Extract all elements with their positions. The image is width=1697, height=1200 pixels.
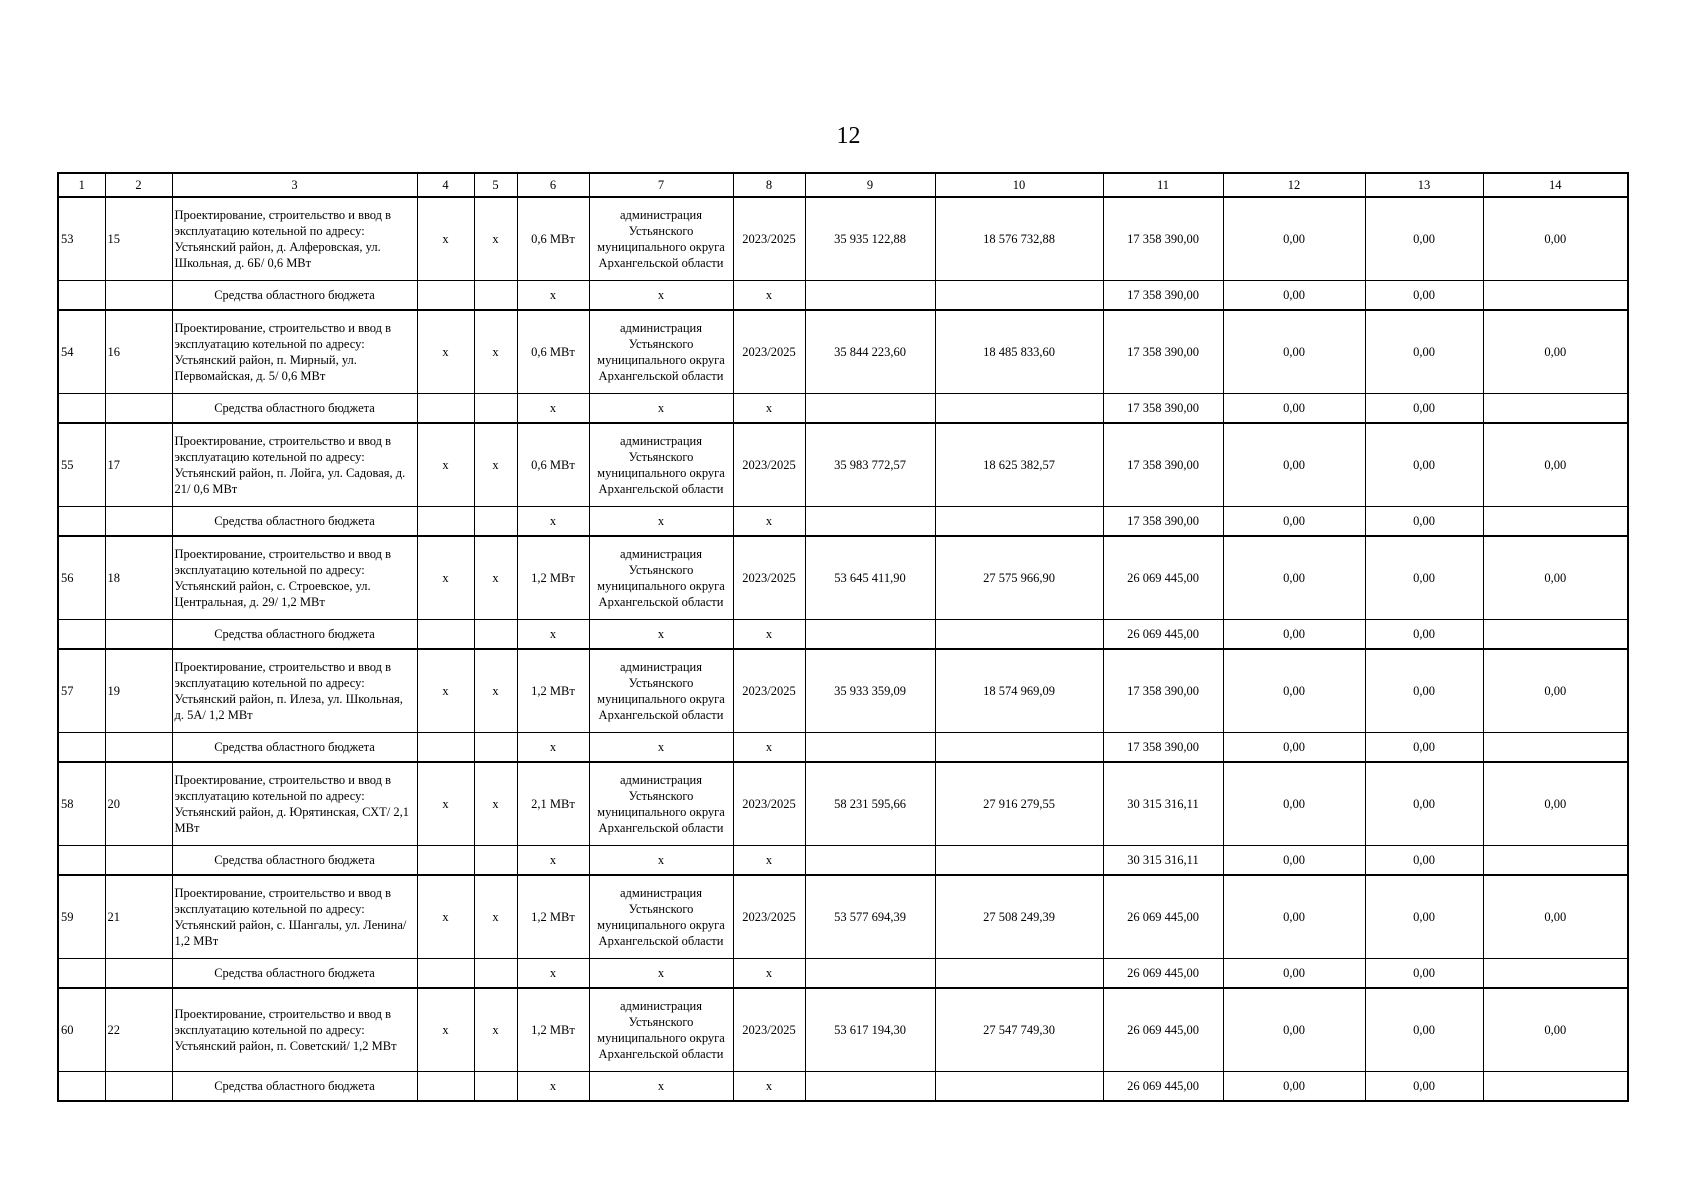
empty-cell xyxy=(417,620,474,650)
empty-cell xyxy=(58,846,105,876)
responsible-organization: администрация Устьянского муниципального округа Архангельской области xyxy=(589,310,733,394)
responsible-organization: администрация Устьянского муниципального округа Архангельской области xyxy=(589,536,733,620)
cell-col7: х xyxy=(589,1072,733,1102)
empty-cell xyxy=(805,281,935,311)
cell-col13: 0,00 xyxy=(1365,197,1483,281)
budget-source-row xyxy=(58,1072,1628,1102)
cell-col5: х xyxy=(474,762,517,846)
cell-col11: 17 358 390,00 xyxy=(1103,423,1223,507)
budget-source-row xyxy=(58,846,1628,876)
cell-col12: 0,00 xyxy=(1223,394,1365,424)
period: 2023/2025 xyxy=(733,875,805,959)
column-header-12: 12 xyxy=(1223,173,1365,197)
cell-col12: 0,00 xyxy=(1223,1072,1365,1102)
empty-cell xyxy=(105,733,172,763)
empty-cell xyxy=(935,394,1103,424)
page-number: 12 xyxy=(836,123,861,149)
row-number: 56 xyxy=(58,536,105,620)
cell-col11: 26 069 445,00 xyxy=(1103,875,1223,959)
cell-col4: х xyxy=(417,988,474,1072)
empty-cell xyxy=(805,507,935,537)
column-header-4: 4 xyxy=(417,173,474,197)
cell-col12: 0,00 xyxy=(1223,733,1365,763)
empty-cell xyxy=(58,620,105,650)
cell-col12: 0,00 xyxy=(1223,988,1365,1072)
cell-col13: 0,00 xyxy=(1365,846,1483,876)
cell-col11: 26 069 445,00 xyxy=(1103,959,1223,989)
cell-col10: 27 575 966,90 xyxy=(935,536,1103,620)
cell-col8: х xyxy=(733,281,805,311)
empty-cell xyxy=(1483,846,1628,876)
column-header-1: 1 xyxy=(58,173,105,197)
project-description: Проектирование, строительство и ввод в эксплуатацию котельной по адресу: Устьянский район, д. Алферовская, ул. Школьная, д. 6Б/ 0,6 МВт xyxy=(172,197,417,281)
capacity: 1,2 МВт xyxy=(517,649,589,733)
project-description: Проектирование, строительство и ввод в эксплуатацию котельной по адресу: Устьянский район, п. Советский/ 1,2 МВт xyxy=(172,988,417,1072)
period: 2023/2025 xyxy=(733,197,805,281)
project-description: Проектирование, строительство и ввод в эксплуатацию котельной по адресу: Устьянский район, п. Лойга, ул. Садовая, д. 21/ 0,6 МВт xyxy=(172,423,417,507)
cell-col12: 0,00 xyxy=(1223,875,1365,959)
cell-col13: 0,00 xyxy=(1365,423,1483,507)
responsible-organization: администрация Устьянского муниципального округа Архангельской области xyxy=(589,197,733,281)
item-number: 15 xyxy=(105,197,172,281)
cell-col13: 0,00 xyxy=(1365,1072,1483,1102)
cell-col12: 0,00 xyxy=(1223,281,1365,311)
empty-cell xyxy=(935,507,1103,537)
cell-col8: х xyxy=(733,507,805,537)
empty-cell xyxy=(417,394,474,424)
total-cost: 53 577 694,39 xyxy=(805,875,935,959)
empty-cell xyxy=(1483,507,1628,537)
empty-cell xyxy=(417,846,474,876)
responsible-organization: администрация Устьянского муниципального округа Архангельской области xyxy=(589,423,733,507)
cell-col14: 0,00 xyxy=(1483,762,1628,846)
cell-col5: х xyxy=(474,875,517,959)
cell-col11: 30 315 316,11 xyxy=(1103,762,1223,846)
empty-cell xyxy=(474,1072,517,1102)
cell-col10: 18 625 382,57 xyxy=(935,423,1103,507)
cell-col11: 17 358 390,00 xyxy=(1103,649,1223,733)
cell-col10: 18 574 969,09 xyxy=(935,649,1103,733)
row-number: 58 xyxy=(58,762,105,846)
item-number: 19 xyxy=(105,649,172,733)
table-row xyxy=(58,423,1628,507)
cell-col11: 17 358 390,00 xyxy=(1103,197,1223,281)
cell-col14: 0,00 xyxy=(1483,536,1628,620)
empty-cell xyxy=(474,846,517,876)
empty-cell xyxy=(417,507,474,537)
cell-col12: 0,00 xyxy=(1223,507,1365,537)
period: 2023/2025 xyxy=(733,649,805,733)
cell-col6: х xyxy=(517,507,589,537)
project-description: Проектирование, строительство и ввод в эксплуатацию котельной по адресу: Устьянский район, п. Илеза, ул. Школьная, д. 5А/ 1,2 МВт xyxy=(172,649,417,733)
capacity: 0,6 МВт xyxy=(517,197,589,281)
budget-source-row xyxy=(58,281,1628,311)
cell-col10: 27 547 749,30 xyxy=(935,988,1103,1072)
cell-col11: 26 069 445,00 xyxy=(1103,536,1223,620)
row-number: 59 xyxy=(58,875,105,959)
empty-cell xyxy=(105,959,172,989)
cell-col5: х xyxy=(474,988,517,1072)
budget-source-label: Средства областного бюджета xyxy=(172,1072,417,1102)
cell-col4: х xyxy=(417,197,474,281)
responsible-organization: администрация Устьянского муниципального округа Архангельской области xyxy=(589,875,733,959)
cell-col4: х xyxy=(417,536,474,620)
cell-col12: 0,00 xyxy=(1223,536,1365,620)
cell-col12: 0,00 xyxy=(1223,423,1365,507)
empty-cell xyxy=(105,620,172,650)
cell-col13: 0,00 xyxy=(1365,394,1483,424)
empty-cell xyxy=(935,281,1103,311)
cell-col8: х xyxy=(733,959,805,989)
cell-col7: х xyxy=(589,959,733,989)
cell-col8: х xyxy=(733,846,805,876)
capacity: 0,6 МВт xyxy=(517,310,589,394)
empty-cell xyxy=(58,1072,105,1102)
empty-cell xyxy=(805,959,935,989)
cell-col13: 0,00 xyxy=(1365,310,1483,394)
cell-col6: х xyxy=(517,846,589,876)
cell-col4: х xyxy=(417,649,474,733)
empty-cell xyxy=(474,394,517,424)
cell-col11: 17 358 390,00 xyxy=(1103,733,1223,763)
table-row xyxy=(58,762,1628,846)
capacity: 1,2 МВт xyxy=(517,988,589,1072)
empty-cell xyxy=(105,394,172,424)
cell-col13: 0,00 xyxy=(1365,507,1483,537)
column-header-7: 7 xyxy=(589,173,733,197)
empty-cell xyxy=(1483,281,1628,311)
table-row xyxy=(58,875,1628,959)
budget-source-row xyxy=(58,507,1628,537)
column-header-14: 14 xyxy=(1483,173,1628,197)
period: 2023/2025 xyxy=(733,310,805,394)
cell-col13: 0,00 xyxy=(1365,959,1483,989)
total-cost: 53 617 194,30 xyxy=(805,988,935,1072)
table-row xyxy=(58,988,1628,1072)
row-number: 60 xyxy=(58,988,105,1072)
empty-cell xyxy=(474,733,517,763)
empty-cell xyxy=(805,1072,935,1102)
cell-col5: х xyxy=(474,649,517,733)
cell-col13: 0,00 xyxy=(1365,733,1483,763)
cell-col14: 0,00 xyxy=(1483,423,1628,507)
column-header-10: 10 xyxy=(935,173,1103,197)
cell-col7: х xyxy=(589,507,733,537)
cell-col10: 27 508 249,39 xyxy=(935,875,1103,959)
cell-col6: х xyxy=(517,281,589,311)
responsible-organization: администрация Устьянского муниципального округа Архангельской области xyxy=(589,649,733,733)
table-row xyxy=(58,310,1628,394)
cell-col7: х xyxy=(589,281,733,311)
empty-cell xyxy=(58,733,105,763)
empty-cell xyxy=(1483,620,1628,650)
empty-cell xyxy=(805,733,935,763)
cell-col12: 0,00 xyxy=(1223,197,1365,281)
project-description: Проектирование, строительство и ввод в эксплуатацию котельной по адресу: Устьянский район, с. Шангалы, ул. Ленина/ 1,2 МВт xyxy=(172,875,417,959)
column-header-6: 6 xyxy=(517,173,589,197)
budget-source-label: Средства областного бюджета xyxy=(172,394,417,424)
cell-col6: х xyxy=(517,620,589,650)
cell-col6: х xyxy=(517,394,589,424)
budget-source-row xyxy=(58,733,1628,763)
cell-col7: х xyxy=(589,394,733,424)
empty-cell xyxy=(1483,1072,1628,1102)
project-description: Проектирование, строительство и ввод в эксплуатацию котельной по адресу: Устьянский район, с. Строевское, ул. Центральная, д. 29/ 1,2 МВт xyxy=(172,536,417,620)
period: 2023/2025 xyxy=(733,423,805,507)
cell-col11: 17 358 390,00 xyxy=(1103,281,1223,311)
empty-cell xyxy=(935,846,1103,876)
project-description: Проектирование, строительство и ввод в эксплуатацию котельной по адресу: Устьянский район, п. Мирный, ул. Первомайская, д. 5/ 0,6 МВт xyxy=(172,310,417,394)
cell-col5: х xyxy=(474,197,517,281)
column-header-2: 2 xyxy=(105,173,172,197)
column-header-5: 5 xyxy=(474,173,517,197)
cell-col12: 0,00 xyxy=(1223,310,1365,394)
cell-col13: 0,00 xyxy=(1365,281,1483,311)
empty-cell xyxy=(58,281,105,311)
responsible-organization: администрация Устьянского муниципального округа Архангельской области xyxy=(589,762,733,846)
cell-col11: 26 069 445,00 xyxy=(1103,988,1223,1072)
empty-cell xyxy=(474,507,517,537)
empty-cell xyxy=(474,281,517,311)
responsible-organization: администрация Устьянского муниципального округа Архангельской области xyxy=(589,988,733,1072)
cell-col7: х xyxy=(589,733,733,763)
cell-col13: 0,00 xyxy=(1365,762,1483,846)
cell-col11: 17 358 390,00 xyxy=(1103,507,1223,537)
cell-col13: 0,00 xyxy=(1365,620,1483,650)
cell-col12: 0,00 xyxy=(1223,620,1365,650)
item-number: 20 xyxy=(105,762,172,846)
column-header-8: 8 xyxy=(733,173,805,197)
cell-col5: х xyxy=(474,536,517,620)
cell-col10: 18 576 732,88 xyxy=(935,197,1103,281)
empty-cell xyxy=(105,846,172,876)
cell-col10: 18 485 833,60 xyxy=(935,310,1103,394)
table-header xyxy=(58,173,1628,197)
empty-cell xyxy=(105,507,172,537)
empty-cell xyxy=(805,846,935,876)
cell-col5: х xyxy=(474,310,517,394)
cell-col7: х xyxy=(589,846,733,876)
budget-source-label: Средства областного бюджета xyxy=(172,846,417,876)
budget-source-row xyxy=(58,959,1628,989)
cell-col6: х xyxy=(517,959,589,989)
cell-col10: 27 916 279,55 xyxy=(935,762,1103,846)
row-number: 54 xyxy=(58,310,105,394)
empty-cell xyxy=(474,620,517,650)
budget-source-label: Средства областного бюджета xyxy=(172,507,417,537)
item-number: 16 xyxy=(105,310,172,394)
item-number: 21 xyxy=(105,875,172,959)
empty-cell xyxy=(105,1072,172,1102)
cell-col8: х xyxy=(733,394,805,424)
empty-cell xyxy=(474,959,517,989)
cell-col14: 0,00 xyxy=(1483,988,1628,1072)
cell-col14: 0,00 xyxy=(1483,310,1628,394)
cell-col12: 0,00 xyxy=(1223,649,1365,733)
cell-col4: х xyxy=(417,875,474,959)
capacity: 1,2 МВт xyxy=(517,536,589,620)
table-row xyxy=(58,649,1628,733)
cell-col4: х xyxy=(417,762,474,846)
row-number: 57 xyxy=(58,649,105,733)
empty-cell xyxy=(417,1072,474,1102)
table-body xyxy=(58,197,1628,1101)
row-number: 53 xyxy=(58,197,105,281)
column-header-13: 13 xyxy=(1365,173,1483,197)
empty-cell xyxy=(417,959,474,989)
project-description: Проектирование, строительство и ввод в эксплуатацию котельной по адресу: Устьянский район, д. Юрятинская, СХТ/ 2,1 МВт xyxy=(172,762,417,846)
empty-cell xyxy=(935,959,1103,989)
budget-source-label: Средства областного бюджета xyxy=(172,959,417,989)
cell-col13: 0,00 xyxy=(1365,649,1483,733)
period: 2023/2025 xyxy=(733,536,805,620)
cell-col11: 17 358 390,00 xyxy=(1103,310,1223,394)
capacity: 2,1 МВт xyxy=(517,762,589,846)
budget-source-label: Средства областного бюджета xyxy=(172,733,417,763)
empty-cell xyxy=(58,507,105,537)
column-header-9: 9 xyxy=(805,173,935,197)
row-number: 55 xyxy=(58,423,105,507)
empty-cell xyxy=(105,281,172,311)
cell-col12: 0,00 xyxy=(1223,762,1365,846)
item-number: 22 xyxy=(105,988,172,1072)
total-cost: 53 645 411,90 xyxy=(805,536,935,620)
program-table xyxy=(57,172,1629,1102)
cell-col11: 17 358 390,00 xyxy=(1103,394,1223,424)
cell-col7: х xyxy=(589,620,733,650)
cell-col11: 26 069 445,00 xyxy=(1103,1072,1223,1102)
table-row xyxy=(58,197,1628,281)
capacity: 0,6 МВт xyxy=(517,423,589,507)
empty-cell xyxy=(1483,733,1628,763)
cell-col13: 0,00 xyxy=(1365,536,1483,620)
cell-col14: 0,00 xyxy=(1483,197,1628,281)
empty-cell xyxy=(935,620,1103,650)
cell-col14: 0,00 xyxy=(1483,875,1628,959)
total-cost: 35 844 223,60 xyxy=(805,310,935,394)
cell-col11: 26 069 445,00 xyxy=(1103,620,1223,650)
empty-cell xyxy=(417,281,474,311)
budget-source-label: Средства областного бюджета xyxy=(172,620,417,650)
cell-col4: х xyxy=(417,310,474,394)
column-header-3: 3 xyxy=(172,173,417,197)
cell-col8: х xyxy=(733,1072,805,1102)
empty-cell xyxy=(1483,394,1628,424)
item-number: 18 xyxy=(105,536,172,620)
header-row xyxy=(58,173,1628,197)
cell-col12: 0,00 xyxy=(1223,959,1365,989)
budget-source-row xyxy=(58,620,1628,650)
period: 2023/2025 xyxy=(733,762,805,846)
total-cost: 35 983 772,57 xyxy=(805,423,935,507)
cell-col13: 0,00 xyxy=(1365,875,1483,959)
empty-cell xyxy=(935,733,1103,763)
total-cost: 35 935 122,88 xyxy=(805,197,935,281)
empty-cell xyxy=(805,394,935,424)
cell-col6: х xyxy=(517,1072,589,1102)
cell-col8: х xyxy=(733,620,805,650)
table-row xyxy=(58,536,1628,620)
empty-cell xyxy=(58,959,105,989)
cell-col4: х xyxy=(417,423,474,507)
cell-col6: х xyxy=(517,733,589,763)
empty-cell xyxy=(1483,959,1628,989)
budget-source-row xyxy=(58,394,1628,424)
cell-col14: 0,00 xyxy=(1483,649,1628,733)
capacity: 1,2 МВт xyxy=(517,875,589,959)
total-cost: 58 231 595,66 xyxy=(805,762,935,846)
cell-col8: х xyxy=(733,733,805,763)
cell-col11: 30 315 316,11 xyxy=(1103,846,1223,876)
cell-col13: 0,00 xyxy=(1365,988,1483,1072)
total-cost: 35 933 359,09 xyxy=(805,649,935,733)
budget-source-label: Средства областного бюджета xyxy=(172,281,417,311)
empty-cell xyxy=(805,620,935,650)
column-header-11: 11 xyxy=(1103,173,1223,197)
cell-col5: х xyxy=(474,423,517,507)
period: 2023/2025 xyxy=(733,988,805,1072)
empty-cell xyxy=(58,394,105,424)
item-number: 17 xyxy=(105,423,172,507)
empty-cell xyxy=(417,733,474,763)
empty-cell xyxy=(935,1072,1103,1102)
cell-col12: 0,00 xyxy=(1223,846,1365,876)
